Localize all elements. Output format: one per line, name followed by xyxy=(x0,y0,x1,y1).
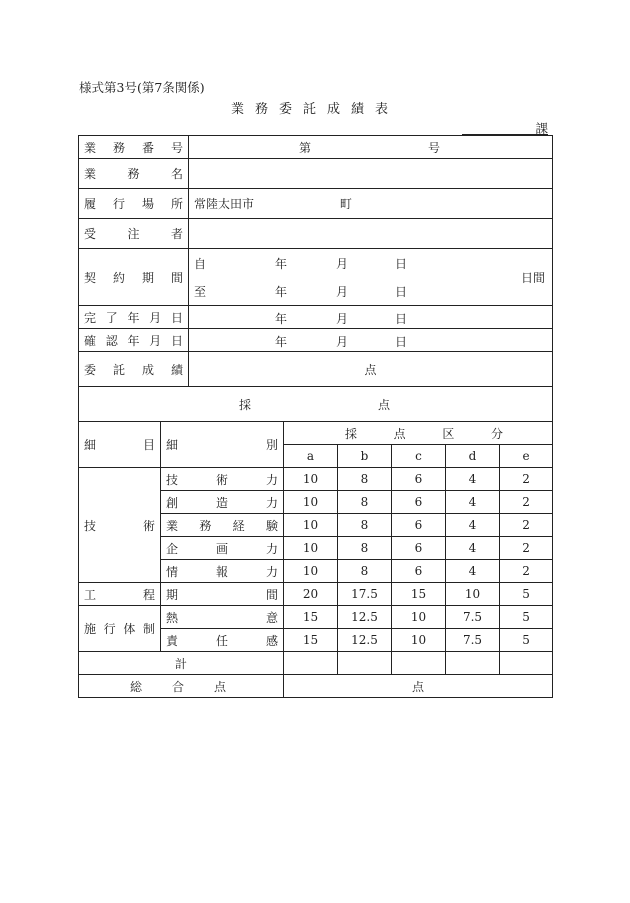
confirm-month: 月 xyxy=(336,335,349,349)
grade-letter-a: a xyxy=(284,445,338,468)
score-cell[interactable]: 10 xyxy=(284,514,338,537)
label-char: 情 xyxy=(166,564,179,579)
business-name-field[interactable] xyxy=(189,159,553,189)
to-month: 月 xyxy=(336,285,349,299)
label-char: 力 xyxy=(265,495,278,510)
business-number-field[interactable] xyxy=(189,136,553,159)
score-cell[interactable]: 2 xyxy=(500,560,553,583)
label-char: 任 xyxy=(215,633,228,648)
grade-letter-d: d xyxy=(446,445,500,468)
label-char: 成 xyxy=(141,362,154,377)
item-label xyxy=(161,468,284,491)
score-cell[interactable]: 5 xyxy=(500,629,553,652)
label-char: 約 xyxy=(112,270,125,285)
label-char: 完 xyxy=(84,310,97,325)
subtotal-b[interactable] xyxy=(338,652,392,675)
score-cell[interactable]: 2 xyxy=(500,537,553,560)
score-cell[interactable]: 4 xyxy=(446,560,500,583)
score-cell[interactable]: 6 xyxy=(392,537,446,560)
period-field[interactable] xyxy=(189,249,553,306)
label-char: 業 xyxy=(166,518,179,533)
section-suffix: 課 xyxy=(535,121,548,136)
label-char: 施 xyxy=(84,622,97,636)
label-char: 技 xyxy=(84,518,97,533)
label-char: 感 xyxy=(265,633,278,648)
row-contract-period xyxy=(79,249,553,306)
result-field[interactable] xyxy=(189,352,553,387)
grade-heading xyxy=(284,422,553,445)
score-cell[interactable]: 8 xyxy=(338,491,392,514)
score-cell[interactable]: 10 xyxy=(446,583,500,606)
row-grade-header xyxy=(79,422,553,445)
label-char: 企 xyxy=(166,541,179,556)
label-char: 合 xyxy=(171,679,184,694)
score-cell[interactable]: 4 xyxy=(446,491,500,514)
score-cell[interactable]: 4 xyxy=(446,468,500,491)
label-char: 間 xyxy=(265,587,278,602)
completion-month: 月 xyxy=(336,312,349,326)
grade-letter-e: e xyxy=(500,445,553,468)
score-row xyxy=(79,606,553,629)
label-char: 認 xyxy=(105,333,118,348)
label-char: 意 xyxy=(265,610,278,625)
label-char: 託 xyxy=(112,362,125,377)
from-month: 月 xyxy=(336,257,349,271)
scoring-heading-2: 点 xyxy=(378,397,391,412)
score-cell[interactable]: 10 xyxy=(284,537,338,560)
label-char: 務 xyxy=(127,167,140,181)
label-char: 業 xyxy=(84,167,97,181)
score-cell[interactable]: 10 xyxy=(284,468,338,491)
score-cell[interactable]: 20 xyxy=(284,583,338,606)
section-field[interactable] xyxy=(462,119,548,135)
label-char: 力 xyxy=(265,564,278,579)
score-cell[interactable]: 4 xyxy=(446,537,500,560)
grading-table xyxy=(78,135,553,698)
number-suffix: 号 xyxy=(428,140,441,155)
confirm-field[interactable] xyxy=(189,329,553,352)
label-char: 業 xyxy=(84,140,97,155)
label-char: 分 xyxy=(491,426,504,441)
grade-letter-c: c xyxy=(392,445,446,468)
completion-field[interactable] xyxy=(189,306,553,329)
label-char: 月 xyxy=(149,310,162,325)
label-char: 期 xyxy=(141,270,154,285)
label-char: 年 xyxy=(127,333,140,348)
score-cell[interactable]: 10 xyxy=(392,629,446,652)
location-field[interactable] xyxy=(189,189,553,219)
confirm-day: 日 xyxy=(395,335,408,349)
label-char: 術 xyxy=(215,472,228,487)
label-char: 程 xyxy=(142,587,155,602)
row-scoring-heading xyxy=(79,387,553,422)
row-completion-date xyxy=(79,306,553,329)
label-char: 名 xyxy=(170,167,183,181)
location-city: 常陸太田市 xyxy=(194,197,255,211)
row-result xyxy=(79,352,553,387)
item-label xyxy=(161,537,284,560)
score-cell[interactable]: 2 xyxy=(500,491,553,514)
label-char: 報 xyxy=(215,564,228,579)
from-year: 年 xyxy=(275,257,288,271)
score-row xyxy=(79,468,553,491)
from-day: 日 xyxy=(395,257,408,271)
label-char: 技 xyxy=(166,472,179,487)
label-char: 受 xyxy=(84,227,97,241)
form-number: 様式第3号(第7条関係) xyxy=(79,80,205,95)
label-char: 責 xyxy=(166,633,179,648)
item-label xyxy=(161,514,284,537)
completion-label xyxy=(79,306,189,329)
score-cell[interactable]: 5 xyxy=(500,583,553,606)
score-cell[interactable]: 8 xyxy=(338,537,392,560)
score-cell[interactable]: 6 xyxy=(392,468,446,491)
score-cell[interactable]: 12.5 xyxy=(338,606,392,629)
result-label xyxy=(79,352,189,387)
row-business-number xyxy=(79,136,553,159)
subtotal-e[interactable] xyxy=(500,652,553,675)
label-char: 別 xyxy=(265,438,278,452)
score-cell[interactable]: 5 xyxy=(500,606,553,629)
item-label xyxy=(161,491,284,514)
row-business-name xyxy=(79,159,553,189)
label-char: 験 xyxy=(265,518,278,533)
location-town: 町 xyxy=(339,197,352,211)
period-to: 至 xyxy=(194,285,207,299)
score-row xyxy=(79,583,553,606)
score-cell[interactable]: 6 xyxy=(392,514,446,537)
label-char: 細 xyxy=(84,438,97,452)
score-cell[interactable]: 15 xyxy=(392,583,446,606)
period-label xyxy=(79,249,189,306)
row-location xyxy=(79,189,553,219)
score-cell[interactable]: 2 xyxy=(500,514,553,537)
label-char: 績 xyxy=(170,362,183,377)
label-char: 造 xyxy=(215,495,228,510)
label-char: 体 xyxy=(123,622,136,636)
number-prefix: 第 xyxy=(299,140,312,155)
label-char: 点 xyxy=(213,679,226,694)
label-char: 月 xyxy=(149,333,162,348)
to-year: 年 xyxy=(275,285,288,299)
label-char: 熱 xyxy=(166,610,179,625)
total-unit: 点 xyxy=(412,679,425,694)
score-cell[interactable]: 12.5 xyxy=(338,629,392,652)
label-char: 委 xyxy=(84,362,97,377)
label-char: 行 xyxy=(103,622,116,636)
confirm-year: 年 xyxy=(275,335,288,349)
score-cell[interactable]: 8 xyxy=(338,514,392,537)
label-char: 工 xyxy=(84,587,97,602)
score-cell[interactable]: 7.5 xyxy=(446,606,500,629)
score-cell[interactable]: 8 xyxy=(338,468,392,491)
label-char: 契 xyxy=(84,270,97,285)
label-char: 務 xyxy=(112,140,125,155)
document-title: 業務委託成績表 xyxy=(230,102,399,117)
score-cell[interactable]: 6 xyxy=(392,560,446,583)
label-char: 注 xyxy=(127,227,140,241)
label-char: 総 xyxy=(130,679,143,694)
total-label xyxy=(79,675,284,698)
business-number-label xyxy=(79,136,189,159)
label-char: 履 xyxy=(84,197,97,211)
subtotal-c[interactable] xyxy=(392,652,446,675)
score-cell[interactable]: 7.5 xyxy=(446,629,500,652)
scoring-heading xyxy=(79,387,553,422)
contractor-label xyxy=(79,219,189,249)
label-char: 場 xyxy=(141,197,154,211)
label-char: 間 xyxy=(170,270,183,285)
label-char: 務 xyxy=(199,518,212,533)
score-cell[interactable]: 17.5 xyxy=(338,583,392,606)
confirm-label xyxy=(79,329,189,352)
label-char: 細 xyxy=(166,438,179,452)
label-char: 制 xyxy=(142,622,155,636)
label-char: 力 xyxy=(265,541,278,556)
score-cell[interactable]: 15 xyxy=(284,629,338,652)
item-label xyxy=(161,583,284,606)
subtotal-d[interactable] xyxy=(446,652,500,675)
contractor-field[interactable] xyxy=(189,219,553,249)
total-field[interactable] xyxy=(284,675,553,698)
item-label xyxy=(161,606,284,629)
score-cell[interactable]: 8 xyxy=(338,560,392,583)
detail-header xyxy=(161,422,284,468)
score-cell[interactable]: 2 xyxy=(500,468,553,491)
row-total xyxy=(79,675,553,698)
label-char: 確 xyxy=(84,333,97,348)
label-char: 年 xyxy=(127,310,140,325)
row-contractor xyxy=(79,219,553,249)
label-char: 区 xyxy=(442,426,455,441)
score-cell[interactable]: 6 xyxy=(392,491,446,514)
item-header xyxy=(79,422,161,468)
label-char: 点 xyxy=(393,426,406,441)
completion-year: 年 xyxy=(275,312,288,326)
label-char: 号 xyxy=(170,140,183,155)
period-days: 日間 xyxy=(521,271,546,285)
score-cell[interactable]: 10 xyxy=(284,560,338,583)
label-char: 採 xyxy=(345,426,358,441)
subtotal-label: 計 xyxy=(79,652,284,675)
row-subtotal xyxy=(79,652,553,675)
label-char: 者 xyxy=(170,227,183,241)
label-char: 力 xyxy=(265,472,278,487)
item-label xyxy=(161,560,284,583)
score-cell[interactable]: 15 xyxy=(284,606,338,629)
score-cell[interactable]: 10 xyxy=(284,491,338,514)
result-unit: 点 xyxy=(364,362,377,377)
label-char: 行 xyxy=(112,197,125,211)
row-confirm-date xyxy=(79,329,553,352)
label-char: 日 xyxy=(170,310,183,325)
item-label xyxy=(161,629,284,652)
business-name-label xyxy=(79,159,189,189)
score-cell[interactable]: 4 xyxy=(446,514,500,537)
period-from: 自 xyxy=(194,257,207,271)
label-char: 所 xyxy=(170,197,183,211)
grade-letter-b: b xyxy=(338,445,392,468)
score-body xyxy=(79,468,553,652)
scoring-heading-1: 採 xyxy=(239,397,252,412)
label-char: 期 xyxy=(166,587,179,602)
label-char: 創 xyxy=(166,495,179,510)
label-char: 術 xyxy=(142,518,155,533)
group-label xyxy=(79,606,161,652)
label-char: 目 xyxy=(142,438,155,452)
group-label xyxy=(79,583,161,606)
location-label xyxy=(79,189,189,219)
label-char: 画 xyxy=(215,541,228,556)
label-char: 番 xyxy=(141,140,154,155)
group-label xyxy=(79,468,161,583)
score-cell[interactable]: 10 xyxy=(392,606,446,629)
subtotal-a[interactable] xyxy=(284,652,338,675)
label-char: 経 xyxy=(232,518,245,533)
label-char: 日 xyxy=(170,333,183,348)
completion-day: 日 xyxy=(395,312,408,326)
to-day: 日 xyxy=(395,285,408,299)
label-char: 了 xyxy=(105,310,118,325)
